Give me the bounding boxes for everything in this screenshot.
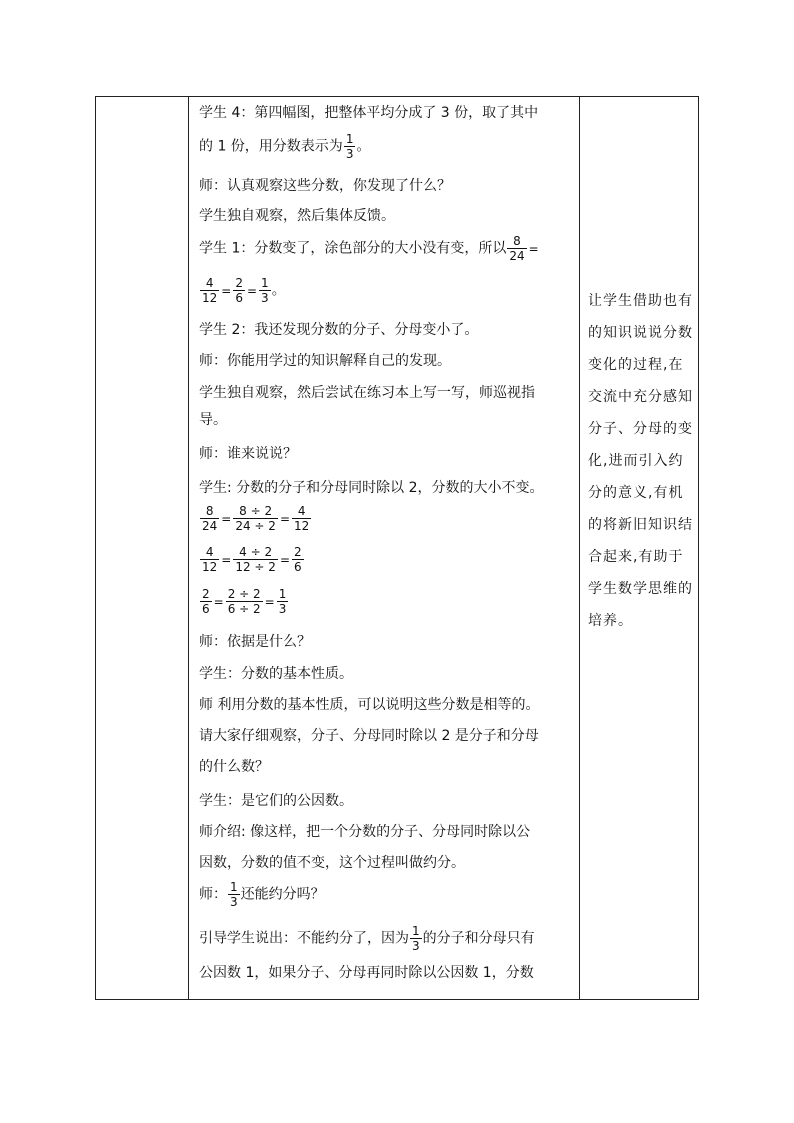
division-equation: $\frac{2}{6}$ = $\frac{2 \div 2}{6 \div 2}$ = $\frac{1}{3}$ xyxy=(202,587,287,616)
text-line: 学生 4：第四幅图，把整体平均分成了 3 份，取了其中 xyxy=(199,105,539,121)
fraction-1-3: $\frac{1}{3}$ xyxy=(345,132,354,161)
text-line: 师：依据是什么？ xyxy=(199,634,311,650)
text-line: 的 1 份，用分数表示为 $\frac{1}{3}$ 。 xyxy=(199,132,371,161)
text-line: 公因数 1，如果分子、分母再同时除以公因数 1，分数 xyxy=(199,965,534,981)
text-line: 请大家仔细观察，分子、分母同时除以 2 是分子和分母 xyxy=(199,728,539,744)
text-line: 学生：是它们的公因数。 xyxy=(199,793,353,809)
text-line: 学生 2：我还发现分数的分子、分母变小了。 xyxy=(199,322,479,338)
division-equation: $\frac{8}{24}$ = $\frac{8 \div 2}{24 \div 2}$ = $\frac{4}{12}$ xyxy=(202,504,310,533)
column-divider xyxy=(188,97,189,999)
fraction-1-3: $\frac{1}{3}$ xyxy=(230,880,238,909)
text-line: 师：谁来说说？ xyxy=(199,446,297,462)
text-line: 学生：分数的基本性质。 xyxy=(199,666,353,682)
teaching-note: 让学生借助也有的知识说说分数变化的过程,在交流中充分感知分子、分母的变化,进而引入约分的意义,有机的将新旧知识结合起来,有助于学生数学思维的培养。 xyxy=(588,293,693,629)
text-line: 师： $\frac{1}{3}$ 还能约分吗？ xyxy=(199,880,325,909)
fraction-1-3: $\frac{1}{3}$ xyxy=(412,924,420,953)
text-line: 师：认真观察这些分数，你发现了什么？ xyxy=(199,178,451,194)
text-line: 师：你能用学过的知识解释自己的发现。 xyxy=(199,353,451,369)
text-line: 学生独自观察，然后尝试在练习本上写一写，师巡视指 xyxy=(199,385,535,401)
text-line: 学生: 分数的分子和分母同时除以 2，分数的大小不变。 xyxy=(199,480,544,496)
fraction-chain: $\frac{4}{12}$ = $\frac{2}{6}$ = $\frac{1}{3}$ 。 xyxy=(202,276,286,305)
text-line: 师介绍: 像这样，把一个分数的分子、分母同时除以公 xyxy=(199,824,531,840)
text-line: 学生 1：分数变了，涂色部分的大小没有变，所以 $\frac{8}{24}$ = xyxy=(199,234,539,263)
column-divider xyxy=(579,97,580,999)
division-equation: $\frac{4}{12}$ = $\frac{4 \div 2}{12 \div 2}$ = $\frac{2}{6}$ xyxy=(202,545,302,574)
text-line: 师 利用分数的基本性质，可以说明这些分数是相等的。 xyxy=(199,697,540,713)
text-line: 因数，分数的值不变，这个过程叫做约分。 xyxy=(199,855,465,871)
text-line: 学生独自观察，然后集体反馈。 xyxy=(199,208,395,224)
text-line: 的什么数？ xyxy=(199,759,269,775)
text-line: 导。 xyxy=(199,412,227,428)
fraction-8-24: $\frac{8}{24}$ xyxy=(509,234,525,263)
text-line: 引导学生说出：不能约分了，因为 $\frac{1}{3}$ 的分子和分母只有 xyxy=(199,924,535,953)
